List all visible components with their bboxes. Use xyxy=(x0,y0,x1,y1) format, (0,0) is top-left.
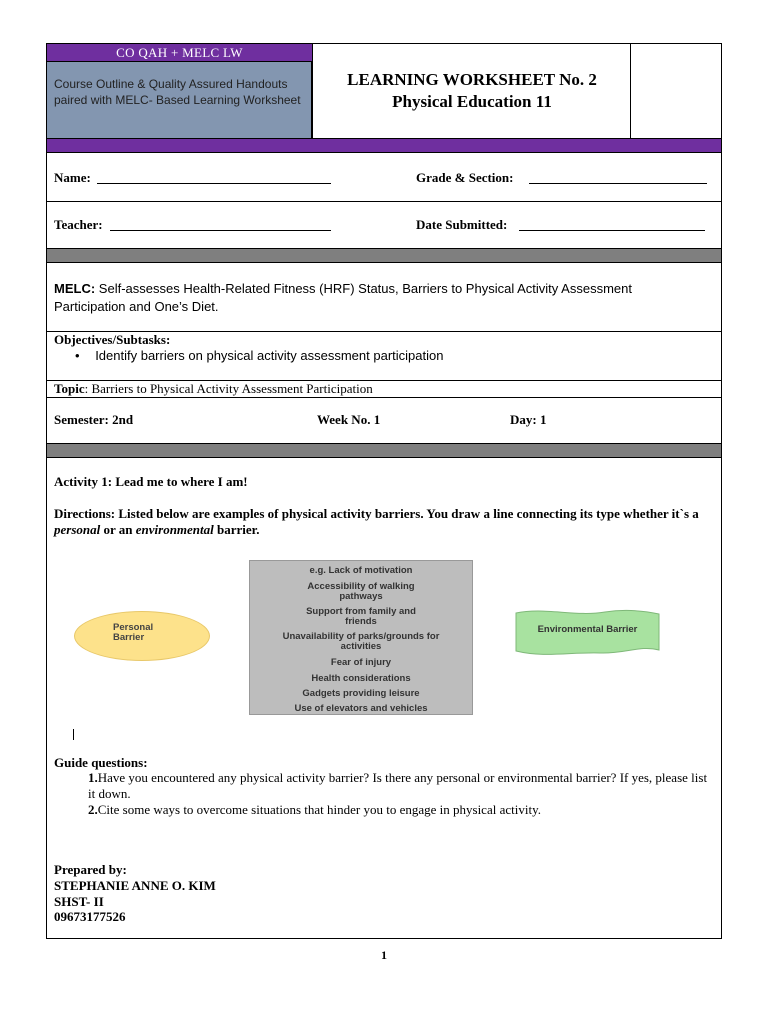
melc-label: MELC: xyxy=(54,281,96,296)
grade-section-label: Grade & Section: xyxy=(416,170,514,185)
activity-directions xyxy=(54,506,704,538)
teacher-field[interactable] xyxy=(110,218,331,231)
question-number: 2. xyxy=(88,802,98,817)
environmental-word: environmental xyxy=(135,522,214,537)
environmental-barrier-box[interactable] xyxy=(515,609,660,656)
environmental-barrier-label: Environmental Barrier xyxy=(537,624,638,635)
day-text: Day: 1 xyxy=(510,412,547,427)
objective-item xyxy=(75,348,443,363)
personal-barrier-oval[interactable] xyxy=(74,611,210,661)
personal-barrier-label: Personal Barrier xyxy=(113,622,154,643)
header-divider xyxy=(312,44,313,138)
barrier-item[interactable]: Health considerations xyxy=(311,673,411,684)
directions-text: or an xyxy=(100,522,136,537)
barrier-item[interactable]: Unavailability of parks/grounds for activities xyxy=(282,631,440,652)
directions-text: Directions: Listed below are examples of physical activity barriers. You draw a line connecting its type whether it`s a xyxy=(54,506,699,521)
barrier-item[interactable]: e.g. Lack of motivation xyxy=(309,565,413,576)
page-number: 1 xyxy=(381,948,387,962)
text-cursor-mark xyxy=(73,729,74,740)
date-submitted-field[interactable] xyxy=(519,218,705,231)
preparer-phone: 09673177526 xyxy=(54,909,126,924)
gray-divider-band xyxy=(47,248,721,263)
topic-row: Topic: Barriers to Physical Activity Assessment Participation xyxy=(54,381,373,396)
teacher-label: Teacher: xyxy=(54,217,103,232)
objective-text: Identify barriers on physical activity assessment participation xyxy=(95,348,444,363)
topic-text: Barriers to Physical Activity Assessment Participation xyxy=(91,381,373,396)
header-description-text: Course Outline & Quality Assured Handouts paired with MELC- Based Learning Worksheet xyxy=(54,77,301,107)
header-band-label: CO QAH + MELC LW xyxy=(47,44,312,61)
header-description-box xyxy=(47,61,312,138)
grade-section-field[interactable] xyxy=(529,171,707,184)
semester-text: Semester: 2nd xyxy=(54,412,134,427)
melc-section xyxy=(54,280,694,316)
personal-word: personal xyxy=(54,522,101,537)
question-text: Cite some ways to overcome situations that hinder you to engage in physical activity. xyxy=(97,802,541,817)
worksheet-subject: Physical Education 11 xyxy=(392,92,552,111)
worksheet xyxy=(46,43,722,939)
question-number: 1. xyxy=(88,770,98,785)
guide-questions-title: Guide questions: xyxy=(54,755,148,770)
row-divider xyxy=(47,201,721,202)
barrier-item[interactable]: Fear of injury xyxy=(330,657,392,668)
barrier-item[interactable]: Use of elevators and vehicles xyxy=(294,703,428,714)
guide-question-2 xyxy=(88,802,710,818)
purple-divider-band xyxy=(47,138,721,153)
preparer-position: SHST- II xyxy=(54,894,104,909)
row-divider xyxy=(47,397,721,398)
prepared-by-label: Prepared by: xyxy=(54,862,127,877)
directions-text: barrier. xyxy=(213,522,260,537)
gray-divider-band xyxy=(47,443,721,458)
activity-title: Activity 1: Lead me to where I am! xyxy=(54,474,248,489)
barrier-item[interactable]: Accessibility of walking pathways xyxy=(307,581,415,602)
objectives-label: Objectives/Subtasks: xyxy=(54,332,171,347)
topic-label: Topic xyxy=(54,381,85,396)
name-label: Name: xyxy=(54,170,91,185)
week-text: Week No. 1 xyxy=(317,412,381,427)
date-submitted-label: Date Submitted: xyxy=(416,217,508,232)
preparer-name: STEPHANIE ANNE O. KIM xyxy=(54,878,216,893)
barrier-item[interactable]: Gadgets providing leisure xyxy=(302,688,420,699)
worksheet-title: LEARNING WORKSHEET No. 2 xyxy=(347,70,597,89)
guide-question-1 xyxy=(88,770,710,802)
header-divider xyxy=(630,44,631,138)
bullet-icon: • xyxy=(75,348,80,363)
melc-text: Self-assesses Health-Related Fitness (HRF) Status, Barriers to Physical Activity Assessment Participation and One’s Diet. xyxy=(54,281,632,314)
barrier-item[interactable]: Support from family and friends xyxy=(306,606,416,627)
question-text: Have you encountered any physical activity barrier? Is there any personal or environmental barrier? If yes, please list it down. xyxy=(88,770,708,801)
barriers-list-box xyxy=(249,560,473,715)
name-field[interactable] xyxy=(97,171,331,184)
